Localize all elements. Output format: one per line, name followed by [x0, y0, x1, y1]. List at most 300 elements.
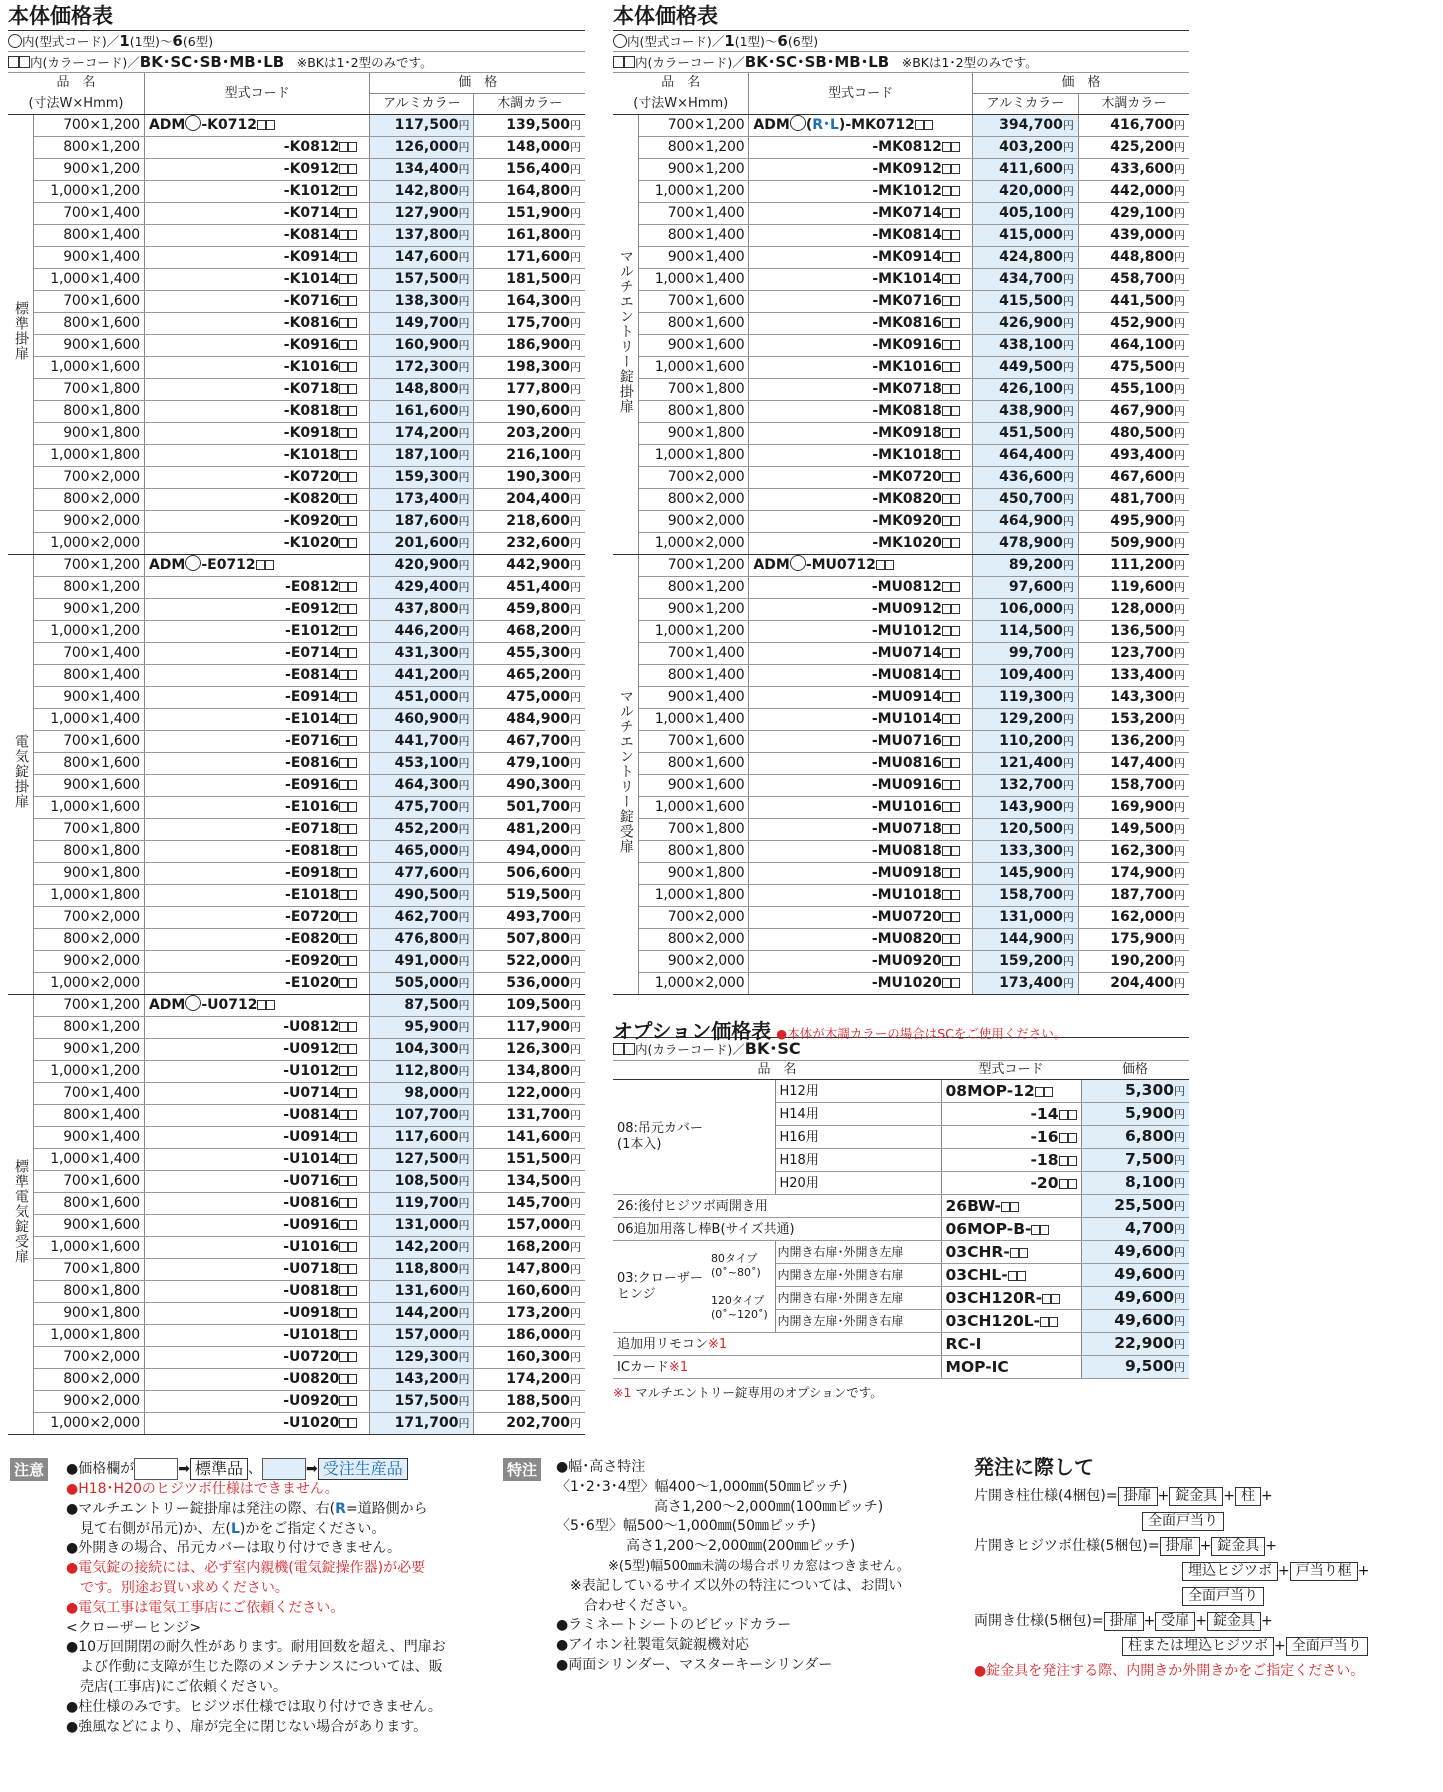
aluminum-price: 438,100円 — [972, 335, 1078, 357]
yen-unit: 円 — [570, 801, 581, 814]
model-code: -E0812 — [144, 577, 369, 599]
wood-price: 134,800円 — [474, 1061, 585, 1083]
yen-unit: 円 — [570, 911, 581, 924]
aluminum-price: 441,200円 — [370, 665, 474, 687]
yen-unit: 円 — [1174, 845, 1185, 858]
yen-unit: 円 — [1174, 669, 1185, 682]
model-code: -K0918 — [144, 423, 369, 445]
group-label-text: 電気錠掛扉 — [12, 733, 29, 809]
yen-unit: 円 — [458, 515, 470, 528]
footnote-mark: ※1 — [668, 1359, 689, 1375]
option-sub: H12用 — [775, 1080, 941, 1103]
yen-unit: 円 — [1062, 559, 1074, 572]
size-cell: 900×1,800 — [638, 863, 749, 885]
wood-price: 147,400円 — [1078, 753, 1189, 775]
yen-unit: 円 — [1062, 207, 1074, 220]
yen-unit: 円 — [570, 273, 581, 286]
aluminum-price: 476,800円 — [370, 929, 474, 951]
option-code: 06MOP-B- — [941, 1218, 1081, 1241]
color-code-placeholder-icon — [339, 843, 357, 859]
yen-unit: 円 — [1174, 1085, 1186, 1098]
option-price: 7,500円 — [1081, 1149, 1189, 1172]
yen-unit: 円 — [458, 1021, 470, 1034]
color-code-placeholder-icon — [1031, 1220, 1049, 1238]
yen-unit: 円 — [570, 405, 581, 418]
color-code-placeholder-icon — [339, 755, 357, 771]
wood-price: 439,000円 — [1078, 225, 1189, 247]
size-cell: 1,000×2,000 — [33, 1413, 144, 1435]
wood-price: 203,200円 — [474, 423, 585, 445]
wood-price: 429,100円 — [1078, 203, 1189, 225]
yen-unit: 円 — [1174, 471, 1185, 484]
size-cell: 700×2,000 — [33, 907, 144, 929]
table-row — [8, 643, 585, 665]
order-line-a2: 全面戸当り — [974, 1509, 1369, 1534]
color-code-placeholder-icon — [942, 469, 960, 485]
model-code: -MU1020 — [749, 973, 972, 995]
size-cell: 700×1,600 — [638, 731, 749, 753]
yen-unit: 円 — [458, 1197, 470, 1210]
wood-price: 522,000円 — [474, 951, 585, 973]
model-code: -U0820 — [144, 1369, 369, 1391]
option-row — [613, 1333, 1189, 1356]
size-cell: 900×1,600 — [638, 335, 749, 357]
yen-unit: 円 — [570, 1351, 581, 1364]
section-title: 本体価格表 — [613, 0, 1189, 31]
model-code: -K0920 — [144, 511, 369, 533]
yen-unit: 円 — [1174, 185, 1185, 198]
table-row — [613, 775, 1189, 797]
color-code-placeholder-icon — [942, 843, 960, 859]
wood-price: 188,500円 — [474, 1391, 585, 1413]
table-row — [613, 555, 1189, 577]
aluminum-price: 394,700円 — [972, 115, 1078, 137]
table-row — [613, 533, 1189, 555]
model-code: -E0920 — [144, 951, 369, 973]
model-code-note: 内(型式コード)／1(1型)～6(6型) — [613, 31, 1189, 52]
model-code: -MK0920 — [749, 511, 972, 533]
special-notes — [556, 1458, 910, 1676]
model-code: -MU0720 — [749, 907, 972, 929]
aluminum-price: 117,600円 — [370, 1127, 474, 1149]
color-code-placeholder-icon — [339, 271, 357, 287]
wood-price: 507,800円 — [474, 929, 585, 951]
table-row — [613, 511, 1189, 533]
wood-price: 109,500円 — [474, 995, 585, 1017]
model-code: -U0818 — [144, 1281, 369, 1303]
color-code-placeholder-icon — [942, 909, 960, 925]
size-cell: 900×1,200 — [638, 159, 749, 181]
color-code-placeholder-icon — [339, 293, 357, 309]
aluminum-price: 491,000円 — [370, 951, 474, 973]
model-code: -U0816 — [144, 1193, 369, 1215]
model-code: -E0818 — [144, 841, 369, 863]
yen-unit: 円 — [1062, 757, 1074, 770]
yen-unit: 円 — [1062, 515, 1074, 528]
color-code-placeholder-icon — [942, 975, 960, 991]
yen-unit: 円 — [458, 1307, 470, 1320]
wood-price: 169,900円 — [1078, 797, 1189, 819]
table-row — [613, 885, 1189, 907]
aluminum-price: 89,200円 — [972, 555, 1078, 577]
yen-unit: 円 — [1174, 889, 1185, 902]
table-row — [8, 863, 585, 885]
table-row — [613, 929, 1189, 951]
model-code: -MK0818 — [749, 401, 972, 423]
wood-price: 151,500円 — [474, 1149, 585, 1171]
yen-unit: 円 — [1174, 251, 1185, 264]
yen-unit: 円 — [570, 845, 581, 858]
size-cell: 700×1,800 — [33, 379, 144, 401]
model-code: -K0714 — [144, 203, 369, 225]
col-header-name: 品 名 — [8, 73, 144, 94]
color-code-placeholder-icon — [339, 821, 357, 837]
aluminum-price: 143,900円 — [972, 797, 1078, 819]
wood-price: 467,700円 — [474, 731, 585, 753]
option-price: 8,100円 — [1081, 1172, 1189, 1195]
model-code-note: 内(型式コード)／1(1型)～6(6型) — [8, 31, 585, 52]
yen-unit: 円 — [570, 207, 581, 220]
size-cell: 800×1,600 — [638, 753, 749, 775]
yen-unit: 円 — [1062, 735, 1074, 748]
aluminum-price: 119,300円 — [972, 687, 1078, 709]
caution-line: ●10万回開閉の耐久性があります。耐用回数を超え、門扉お — [66, 1639, 446, 1656]
color-code-placeholder-icon — [942, 425, 960, 441]
options-footnote: ※1 マルチエントリー錠専用のオプションです。 — [613, 1385, 883, 1400]
wood-price: 494,000円 — [474, 841, 585, 863]
table-row — [8, 1149, 585, 1171]
color-code-placeholder-icon — [942, 359, 960, 375]
model-code: -U0718 — [144, 1259, 369, 1281]
special-tag: 特注 — [503, 1458, 541, 1481]
color-code-placeholder-icon — [942, 403, 960, 419]
table-row — [8, 247, 585, 269]
aluminum-price: 171,700円 — [370, 1413, 474, 1435]
color-code-placeholder-icon — [339, 909, 357, 925]
yen-unit: 円 — [458, 823, 470, 836]
aluminum-price: 98,000円 — [370, 1083, 474, 1105]
color-code-placeholder-icon — [339, 1151, 357, 1167]
yen-unit: 円 — [458, 427, 470, 440]
size-cell: 900×1,400 — [33, 1127, 144, 1149]
aluminum-price: 424,800円 — [972, 247, 1078, 269]
yen-unit: 円 — [458, 625, 470, 638]
yen-unit: 円 — [1174, 361, 1185, 374]
caution-notes — [66, 1458, 446, 1737]
yen-unit: 円 — [458, 119, 470, 132]
aluminum-price: 142,800円 — [370, 181, 474, 203]
table-row — [8, 1171, 585, 1193]
yen-unit: 円 — [570, 141, 581, 154]
model-code: -MK0812 — [749, 137, 972, 159]
size-cell: 1,000×1,600 — [33, 357, 144, 379]
table-row — [8, 621, 585, 643]
color-code-placeholder-icon — [339, 1305, 357, 1321]
size-cell: 800×2,000 — [33, 489, 144, 511]
model-code: -MU0920 — [749, 951, 972, 973]
aluminum-price: 148,800円 — [370, 379, 474, 401]
yen-unit: 円 — [570, 229, 581, 242]
aluminum-price: 464,400円 — [972, 445, 1078, 467]
yen-unit: 円 — [570, 1153, 581, 1166]
circle-mark-icon — [613, 34, 627, 48]
model-code: -K0812 — [144, 137, 369, 159]
color-code-placeholder-icon — [942, 139, 960, 155]
color-code-placeholder-icon — [1059, 1105, 1077, 1123]
col-header-name: 品 名 — [613, 73, 749, 94]
yen-unit: 円 — [1174, 581, 1185, 594]
yen-unit: 円 — [1174, 625, 1185, 638]
model-code: -K1020 — [144, 533, 369, 555]
yen-unit: 円 — [570, 999, 581, 1012]
color-code-placeholder-icon — [339, 1173, 357, 1189]
table-row — [8, 467, 585, 489]
col-header-price: 価 格 — [370, 73, 585, 94]
size-cell: 900×1,200 — [638, 599, 749, 621]
yen-unit: 円 — [458, 163, 470, 176]
aluminum-price: 147,600円 — [370, 247, 474, 269]
size-cell: 700×1,600 — [33, 291, 144, 313]
aluminum-price: 159,300円 — [370, 467, 474, 489]
yen-unit: 円 — [570, 757, 581, 770]
color-code-placeholder-icon — [942, 953, 960, 969]
color-code-placeholder-icon — [942, 513, 960, 529]
yen-unit: 円 — [1062, 801, 1074, 814]
wood-price: 136,200円 — [1078, 731, 1189, 753]
size-cell: 1,000×1,800 — [33, 1325, 144, 1347]
yen-unit: 円 — [1174, 163, 1185, 176]
yen-unit: 円 — [1062, 317, 1074, 330]
size-cell: 700×1,600 — [33, 1171, 144, 1193]
option-name: ICカード※1 — [613, 1356, 941, 1379]
color-code-placeholder-icon — [339, 447, 357, 463]
yen-unit: 円 — [458, 977, 470, 990]
color-code-placeholder-icon — [339, 513, 357, 529]
color-code-placeholder-icon — [942, 491, 960, 507]
yen-unit: 円 — [458, 493, 470, 506]
aluminum-price: 131,000円 — [972, 907, 1078, 929]
size-cell: 1,000×1,600 — [33, 1237, 144, 1259]
table-row — [8, 819, 585, 841]
col-header-price: 価 格 — [972, 73, 1189, 94]
aluminum-price: 187,600円 — [370, 511, 474, 533]
table-row — [8, 1281, 585, 1303]
color-code-note: 内(カラーコード)／BK･SC･SB･MB･LB ※BKは1･2型のみです。 — [613, 52, 1189, 73]
yen-unit: 円 — [570, 471, 581, 484]
yen-unit: 円 — [570, 1175, 581, 1188]
table-row — [8, 687, 585, 709]
model-code: -MU0818 — [749, 841, 972, 863]
wood-price: 139,500円 — [474, 115, 585, 137]
model-code: -MK0816 — [749, 313, 972, 335]
wood-price: 162,300円 — [1078, 841, 1189, 863]
color-code-placeholder-icon — [942, 755, 960, 771]
aluminum-price: 201,600円 — [370, 533, 474, 555]
model-code: -E0716 — [144, 731, 369, 753]
yen-unit: 円 — [458, 229, 470, 242]
table-row — [8, 423, 585, 445]
yen-unit: 円 — [458, 383, 470, 396]
option-name: 追加用リモコン※1 — [613, 1333, 941, 1356]
wood-price: 481,200円 — [474, 819, 585, 841]
aluminum-price: 464,900円 — [972, 511, 1078, 533]
wood-price: 416,700円 — [1078, 115, 1189, 137]
table-row — [613, 973, 1189, 995]
size-cell: 1,000×1,200 — [638, 621, 749, 643]
table-row — [8, 1325, 585, 1347]
table-row — [8, 1413, 585, 1435]
color-code-placeholder-icon — [942, 887, 960, 903]
size-cell: 900×1,800 — [33, 423, 144, 445]
yen-unit: 円 — [1174, 273, 1185, 286]
aluminum-price: 449,500円 — [972, 357, 1078, 379]
model-code: -E0718 — [144, 819, 369, 841]
wood-price: 204,400円 — [1078, 973, 1189, 995]
yen-unit: 円 — [458, 251, 470, 264]
size-cell: 900×1,400 — [638, 247, 749, 269]
color-code-placeholder-icon — [339, 1327, 357, 1343]
aluminum-price: 134,400円 — [370, 159, 474, 181]
aluminum-price: 477,600円 — [370, 863, 474, 885]
table-row — [613, 445, 1189, 467]
size-cell: 900×1,200 — [33, 1039, 144, 1061]
square-mark-icon — [19, 56, 30, 68]
color-code-placeholder-icon — [1059, 1128, 1077, 1146]
table-row — [8, 1347, 585, 1369]
wood-price: 493,700円 — [474, 907, 585, 929]
yen-unit: 円 — [1062, 295, 1074, 308]
table-row — [8, 1259, 585, 1281]
yen-unit: 円 — [458, 1043, 470, 1056]
table-row — [8, 533, 585, 555]
model-code: -K1012 — [144, 181, 369, 203]
color-code-placeholder-icon — [339, 403, 357, 419]
model-code: -K0820 — [144, 489, 369, 511]
yen-unit: 円 — [570, 1065, 581, 1078]
yen-unit: 円 — [458, 471, 470, 484]
color-code-placeholder-icon — [339, 1261, 357, 1277]
wood-price: 164,800円 — [474, 181, 585, 203]
table-row — [613, 709, 1189, 731]
table-row — [8, 1083, 585, 1105]
aluminum-price: 462,700円 — [370, 907, 474, 929]
color-code-placeholder-icon — [339, 535, 357, 551]
caution-line: ●電気工事は電気工事店にご依頼ください。 — [66, 1599, 345, 1616]
circle-mark-icon — [790, 555, 806, 571]
order-line-b: 片開きヒジツボ仕様(5梱包)= 掛扉 + 錠金具 + — [974, 1538, 1278, 1554]
model-code: -MK0916 — [749, 335, 972, 357]
color-code-placeholder-icon — [1035, 1082, 1053, 1100]
yen-unit: 円 — [458, 1219, 470, 1232]
size-cell: 1,000×2,000 — [33, 533, 144, 555]
yen-unit: 円 — [570, 955, 581, 968]
yen-unit: 円 — [1174, 757, 1185, 770]
aluminum-price: 441,700円 — [370, 731, 474, 753]
table-row — [8, 357, 585, 379]
table-row — [613, 423, 1189, 445]
yen-unit: 円 — [1062, 779, 1074, 792]
model-code: -U1020 — [144, 1413, 369, 1435]
yen-unit: 円 — [458, 361, 470, 374]
size-cell: 1,000×1,800 — [638, 885, 749, 907]
model-code: -U0918 — [144, 1303, 369, 1325]
size-cell: 900×2,000 — [33, 951, 144, 973]
wood-price: 149,500円 — [1078, 819, 1189, 841]
table-row — [8, 555, 585, 577]
model-code: -U1014 — [144, 1149, 369, 1171]
model-code: -E1012 — [144, 621, 369, 643]
wood-price: 442,900円 — [474, 555, 585, 577]
yen-unit: 円 — [570, 559, 581, 572]
aluminum-price: 158,700円 — [972, 885, 1078, 907]
color-code-placeholder-icon — [339, 601, 357, 617]
options-table — [613, 1061, 1189, 1379]
yen-unit: 円 — [570, 1373, 581, 1386]
yen-unit: 円 — [1062, 141, 1074, 154]
yen-unit: 円 — [1062, 229, 1074, 242]
model-code: -K0716 — [144, 291, 369, 313]
table-row — [613, 379, 1189, 401]
option-price: 5,300円 — [1081, 1080, 1189, 1103]
table-row — [613, 247, 1189, 269]
color-code-placeholder-icon — [339, 183, 357, 199]
table-row — [8, 401, 585, 423]
option-price: 25,500円 — [1081, 1195, 1189, 1218]
wood-price: 171,600円 — [474, 247, 585, 269]
aluminum-price: 505,000円 — [370, 973, 474, 995]
table-row — [8, 1193, 585, 1215]
option-row — [613, 1241, 1189, 1264]
aluminum-price: 127,500円 — [370, 1149, 474, 1171]
color-code-placeholder-icon — [942, 645, 960, 661]
aluminum-price: 97,600円 — [972, 577, 1078, 599]
wood-price: 153,200円 — [1078, 709, 1189, 731]
color-code-placeholder-icon — [1001, 1197, 1019, 1215]
yen-unit: 円 — [570, 339, 581, 352]
aluminum-price: 490,500円 — [370, 885, 474, 907]
wood-price: 455,300円 — [474, 643, 585, 665]
yen-unit: 円 — [570, 493, 581, 506]
color-code-placeholder-icon — [942, 799, 960, 815]
special-line: ●両面シリンダー、マスターキーシリンダー — [556, 1656, 833, 1673]
color-code-placeholder-icon — [339, 1041, 357, 1057]
model-code: -MU1016 — [749, 797, 972, 819]
yen-unit: 円 — [570, 1329, 581, 1342]
table-row — [613, 137, 1189, 159]
color-code-placeholder-icon — [339, 337, 357, 353]
wood-price: 495,900円 — [1078, 511, 1189, 533]
yen-unit: 円 — [1062, 449, 1074, 462]
size-cell: 800×1,400 — [638, 225, 749, 247]
color-code-placeholder-icon — [339, 689, 357, 705]
yen-unit: 円 — [1174, 779, 1185, 792]
color-code-placeholder-icon — [942, 821, 960, 837]
options-header — [613, 1015, 1189, 1043]
yen-unit: 円 — [458, 581, 470, 594]
yen-unit: 円 — [458, 1395, 470, 1408]
yen-unit: 円 — [458, 295, 470, 308]
model-code: -E0720 — [144, 907, 369, 929]
option-name: 08:吊元カバー (1本入) — [613, 1080, 775, 1195]
aluminum-price: 144,200円 — [370, 1303, 474, 1325]
model-code: ADM -K0712 — [144, 115, 369, 137]
option-sub: H20用 — [775, 1172, 941, 1195]
wood-price: 126,300円 — [474, 1039, 585, 1061]
model-code: -K0912 — [144, 159, 369, 181]
model-code: -K0718 — [144, 379, 369, 401]
yen-unit: 円 — [458, 757, 470, 770]
special-line: ●アイホン社製電気錠親機対応 — [556, 1637, 749, 1654]
